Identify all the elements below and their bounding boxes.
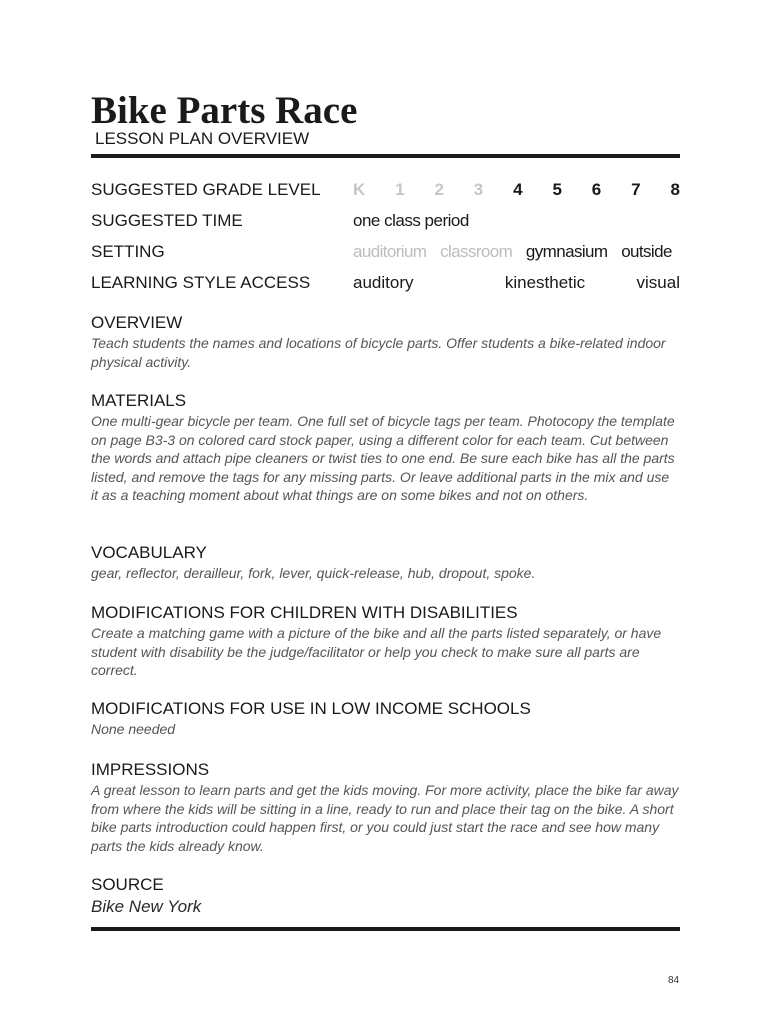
low-income-section: [91, 698, 680, 739]
setting-classroom: classroom: [440, 242, 513, 261]
low-income-heading: MODIFICATIONS FOR USE IN LOW INCOME SCHOOLS: [91, 699, 531, 718]
page-number: 84: [668, 975, 680, 986]
grade-8: 8: [670, 180, 680, 199]
grade-7: 7: [631, 180, 641, 199]
grade-5: 5: [552, 180, 562, 199]
grade-list: [353, 180, 680, 200]
page-subtitle: LESSON PLAN OVERVIEW: [95, 129, 310, 148]
low-income-body: None needed: [91, 721, 176, 737]
time-label: SUGGESTED TIME: [91, 211, 243, 230]
top-rule: [91, 154, 680, 158]
page-title: Bike Parts Race: [91, 89, 358, 132]
source-body: Bike New York: [91, 897, 202, 916]
disabilities-body: Create a matching game with a picture of the bike and all the parts listed separately, or have student with disability be the judge/facilitator or help you check to make sure all parts are correct.: [91, 625, 662, 679]
learning-style-label: LEARNING STYLE ACCESS: [91, 273, 311, 292]
source-heading: SOURCE: [91, 875, 164, 894]
style-visual: visual: [636, 273, 680, 292]
setting-list: [353, 242, 680, 262]
materials-section: [91, 390, 680, 505]
overview-heading: OVERVIEW: [91, 313, 183, 332]
grade-k: K: [353, 180, 366, 199]
learning-style-list: [353, 273, 680, 293]
overview-section: [91, 312, 680, 371]
materials-body: One multi-gear bicycle per team. One full set of bicycle tags per team. Photocopy the template on page B3-3 on colored card stock paper, using a different color for each team. Cut between the words and attach pipe cleaners or twist ties to one end. Be sure each bike has all the parts listed, and remove the tags for any missing parts. Or leave additional parts in the mix and use it as a teaching moment about what things are on some bikes and not on others.: [91, 413, 675, 504]
time-value: one class period: [353, 211, 469, 230]
setting-label: SETTING: [91, 242, 165, 261]
disabilities-section: [91, 602, 680, 680]
overview-body: Teach students the names and locations of bicycle parts. Offer students a bike-related indoor physical activity.: [91, 335, 666, 370]
bottom-rule: [91, 927, 680, 931]
vocabulary-body: gear, reflector, derailleur, fork, lever, quick-release, hub, dropout, spoke.: [91, 565, 536, 581]
impressions-heading: IMPRESSIONS: [91, 760, 210, 779]
grade-3: 3: [473, 180, 484, 199]
grade-level-label: SUGGESTED GRADE LEVEL: [91, 180, 321, 199]
disabilities-heading: MODIFICATIONS FOR CHILDREN WITH DISABILITIES: [91, 603, 518, 622]
grade-1: 1: [395, 180, 405, 199]
setting-outside: outside: [621, 242, 672, 261]
grade-level-row: [91, 180, 680, 204]
grade-2: 2: [434, 180, 444, 199]
setting-auditorium: auditorium: [353, 242, 427, 261]
vocabulary-section: [91, 542, 680, 583]
setting-row: [91, 242, 680, 266]
vocabulary-heading: VOCABULARY: [91, 543, 207, 562]
materials-heading: MATERIALS: [91, 391, 187, 410]
grade-4: 4: [513, 180, 523, 199]
learning-style-row: [91, 273, 680, 297]
impressions-section: [91, 759, 680, 855]
impressions-body: A great lesson to learn parts and get the kids moving. For more activity, place the bike far away from where the kids will be sitting in a line, ready to run and place their tag on the bike. A short bike parts introduction could happen first, or you could just start the race and see how many parts the kids already know.: [91, 782, 679, 854]
grade-6: 6: [591, 180, 602, 199]
style-kinesthetic: kinesthetic: [504, 273, 586, 292]
style-auditory: auditory: [353, 273, 414, 292]
time-row: [91, 211, 680, 235]
source-section: [91, 874, 680, 918]
setting-gymnasium: gymnasium: [525, 242, 608, 261]
